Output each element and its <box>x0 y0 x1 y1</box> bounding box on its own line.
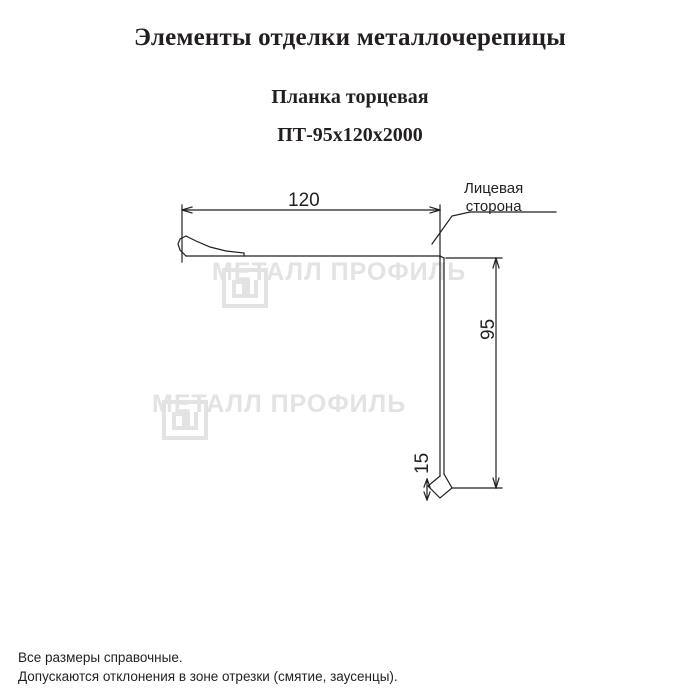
face-side-line-1: Лицевая <box>464 180 524 197</box>
profile-bottom-lip <box>428 474 452 498</box>
product-name: Планка торцевая <box>271 86 429 108</box>
watermark-text: МЕТАЛЛ ПРОФИЛЬ <box>152 390 407 418</box>
face-side-annotation <box>464 180 523 216</box>
profile-left-hem-inner <box>186 236 244 253</box>
footer-note-2: Допускаются отклонения в зоне отрезки (смятие, заусенцы). <box>18 669 398 684</box>
dimension-label-95: 95 <box>478 318 499 340</box>
footer-notes <box>18 648 678 686</box>
dimension-label-120: 120 <box>288 190 320 211</box>
dimension-label-15: 15 <box>412 452 433 474</box>
page-title: Элементы отделки металлочерепицы <box>134 24 566 51</box>
watermark-text: МЕТАЛЛ ПРОФИЛЬ <box>212 258 467 286</box>
product-code: ПТ-95х120х2000 <box>277 124 423 146</box>
footer-note-1: Все размеры справочные. <box>18 650 183 665</box>
leader-line-face-side <box>432 212 470 244</box>
face-side-line-2: сторона <box>465 198 522 215</box>
